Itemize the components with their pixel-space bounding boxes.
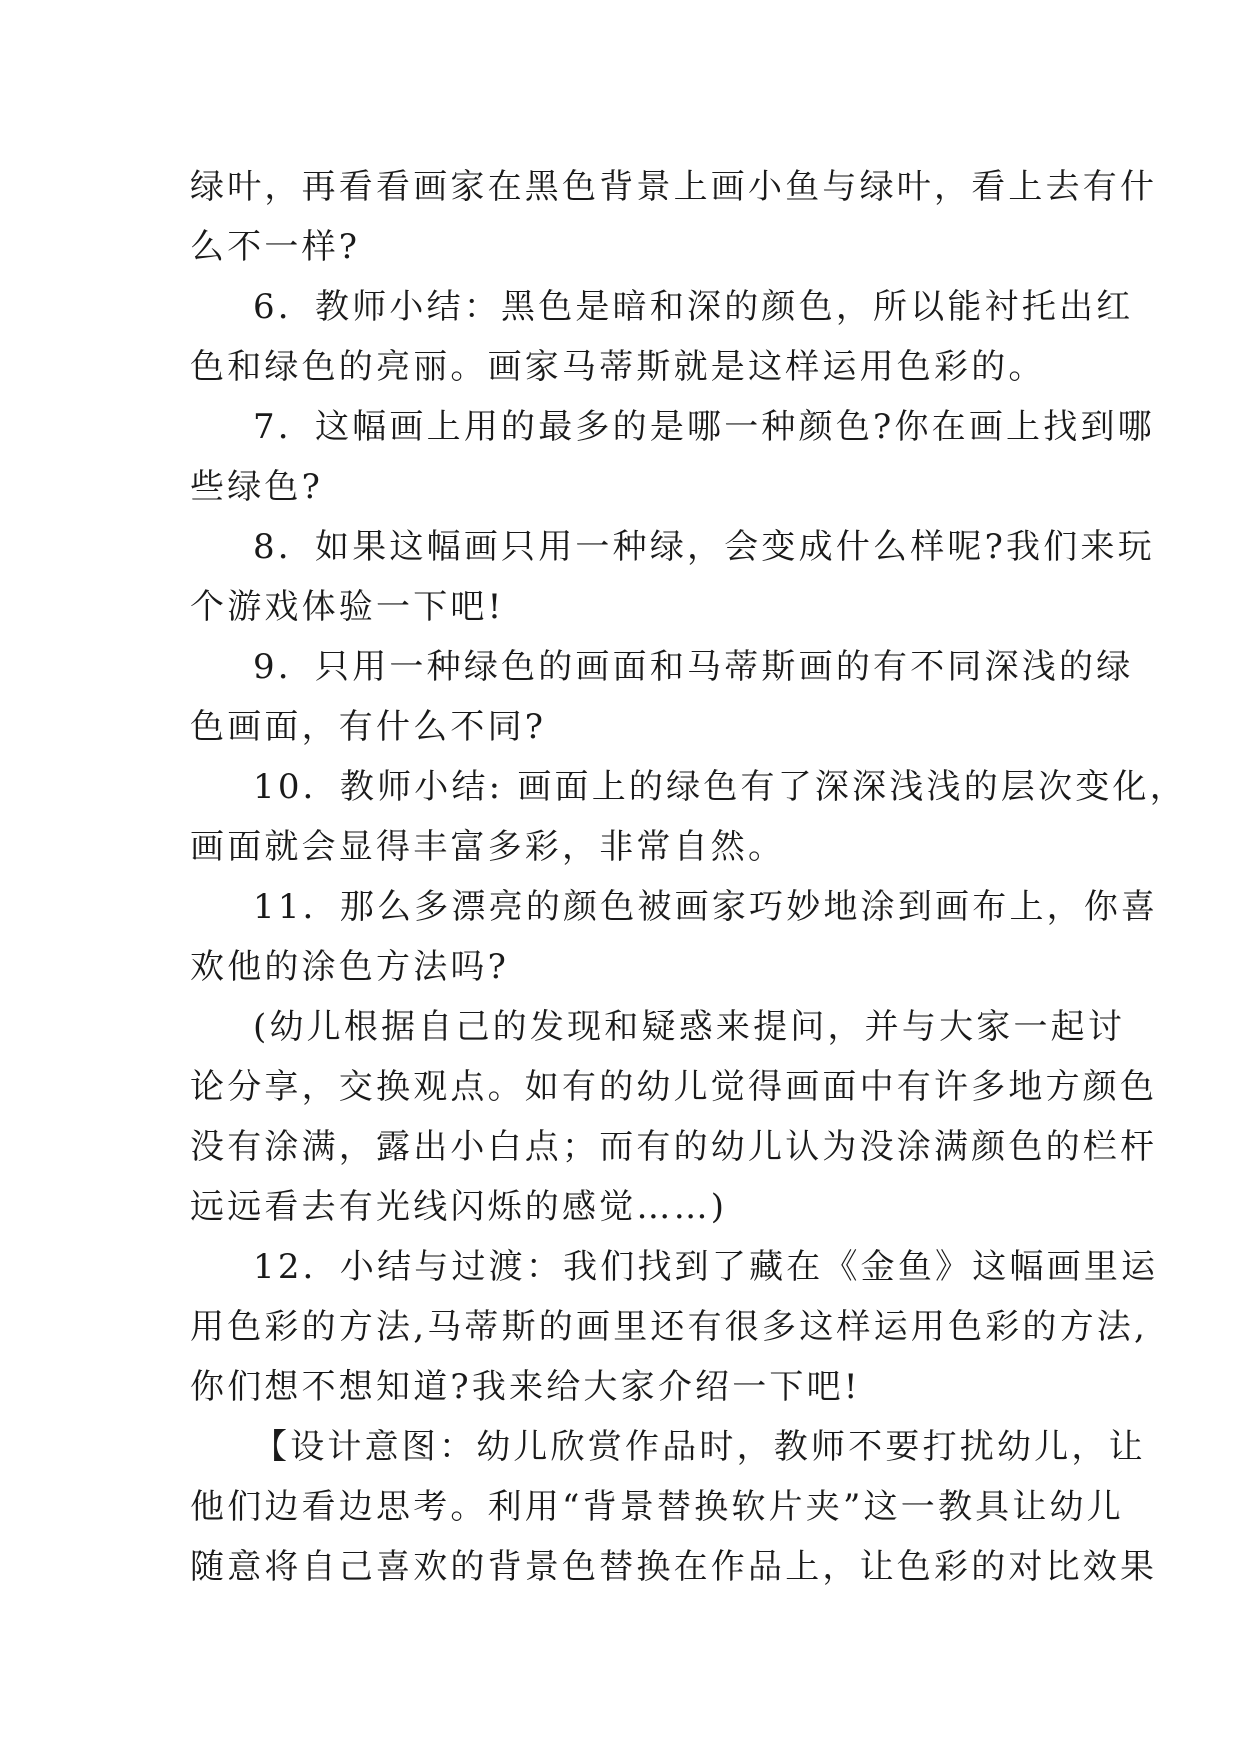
paragraph-7-line-2: 些绿色? — [190, 467, 324, 507]
design-intent-line-3: 随意将自己喜欢的背景色替换在作品上，让色彩的对比效果 — [190, 1547, 1158, 1587]
paragraph-9-line-2: 色画面，有什么不同? — [190, 707, 547, 747]
paragraph-9-line-1: 9．只用一种绿色的画面和马蒂斯画的有不同深浅的绿 — [253, 647, 1134, 687]
paragraph-12-line-2: 用色彩的方法,马蒂斯的画里还有很多这样运用色彩的方法, — [190, 1307, 1149, 1347]
discussion-line-2: 论分享，交换观点。如有的幼儿觉得画面中有许多地方颜色 — [190, 1067, 1158, 1107]
paragraph-11-line-2: 欢他的涂色方法吗? — [190, 947, 510, 987]
paragraph-7-line-1: 7．这幅画上用的最多的是哪一种颜色?你在画上找到哪 — [253, 407, 1155, 447]
design-intent-line-2: 他们边看边思考。利用“背景替换软片夹”这一教具让幼儿 — [190, 1487, 1124, 1527]
discussion-line-1: (幼儿根据自己的发现和疑惑来提问，并与大家一起讨 — [253, 1007, 1126, 1047]
paragraph-6-line-2: 色和绿色的亮丽。画家马蒂斯就是这样运用色彩的。 — [190, 347, 1046, 387]
paragraph-12-line-1: 12．小结与过渡：我们找到了藏在《金鱼》这幅画里运 — [253, 1247, 1159, 1287]
discussion-line-3: 没有涂满，露出小白点；而有的幼儿认为没涂满颜色的栏杆 — [190, 1127, 1158, 1167]
paragraph-8-line-1: 8．如果这幅画只用一种绿，会变成什么样呢?我们来玩 — [253, 527, 1155, 567]
paragraph-8-line-2: 个游戏体验一下吧! — [190, 587, 505, 627]
paragraph-10-line-2: 画面就会显得丰富多彩，非常自然。 — [190, 827, 786, 867]
discussion-line-4: 远远看去有光线闪烁的感觉……) — [190, 1187, 728, 1227]
paragraph-12-line-3: 你们想不想知道?我来给大家介绍一下吧! — [190, 1367, 861, 1407]
paragraph-11-line-1: 11．那么多漂亮的颜色被画家巧妙地涂到画布上，你喜 — [253, 887, 1159, 927]
paragraph-10-line-1: 10．教师小结: 画面上的绿色有了深深浅浅的层次变化， — [253, 767, 1187, 807]
text-line-2: 么不一样? — [190, 227, 361, 267]
design-intent-line-1: 【设计意图：幼儿欣赏作品时，教师不要打扰幼儿，让 — [253, 1427, 1146, 1467]
text-line-1: 绿叶，再看看画家在黑色背景上画小鱼与绿叶，看上去有什 — [190, 167, 1158, 207]
paragraph-6-line-1: 6．教师小结：黑色是暗和深的颜色，所以能衬托出红 — [253, 287, 1134, 327]
